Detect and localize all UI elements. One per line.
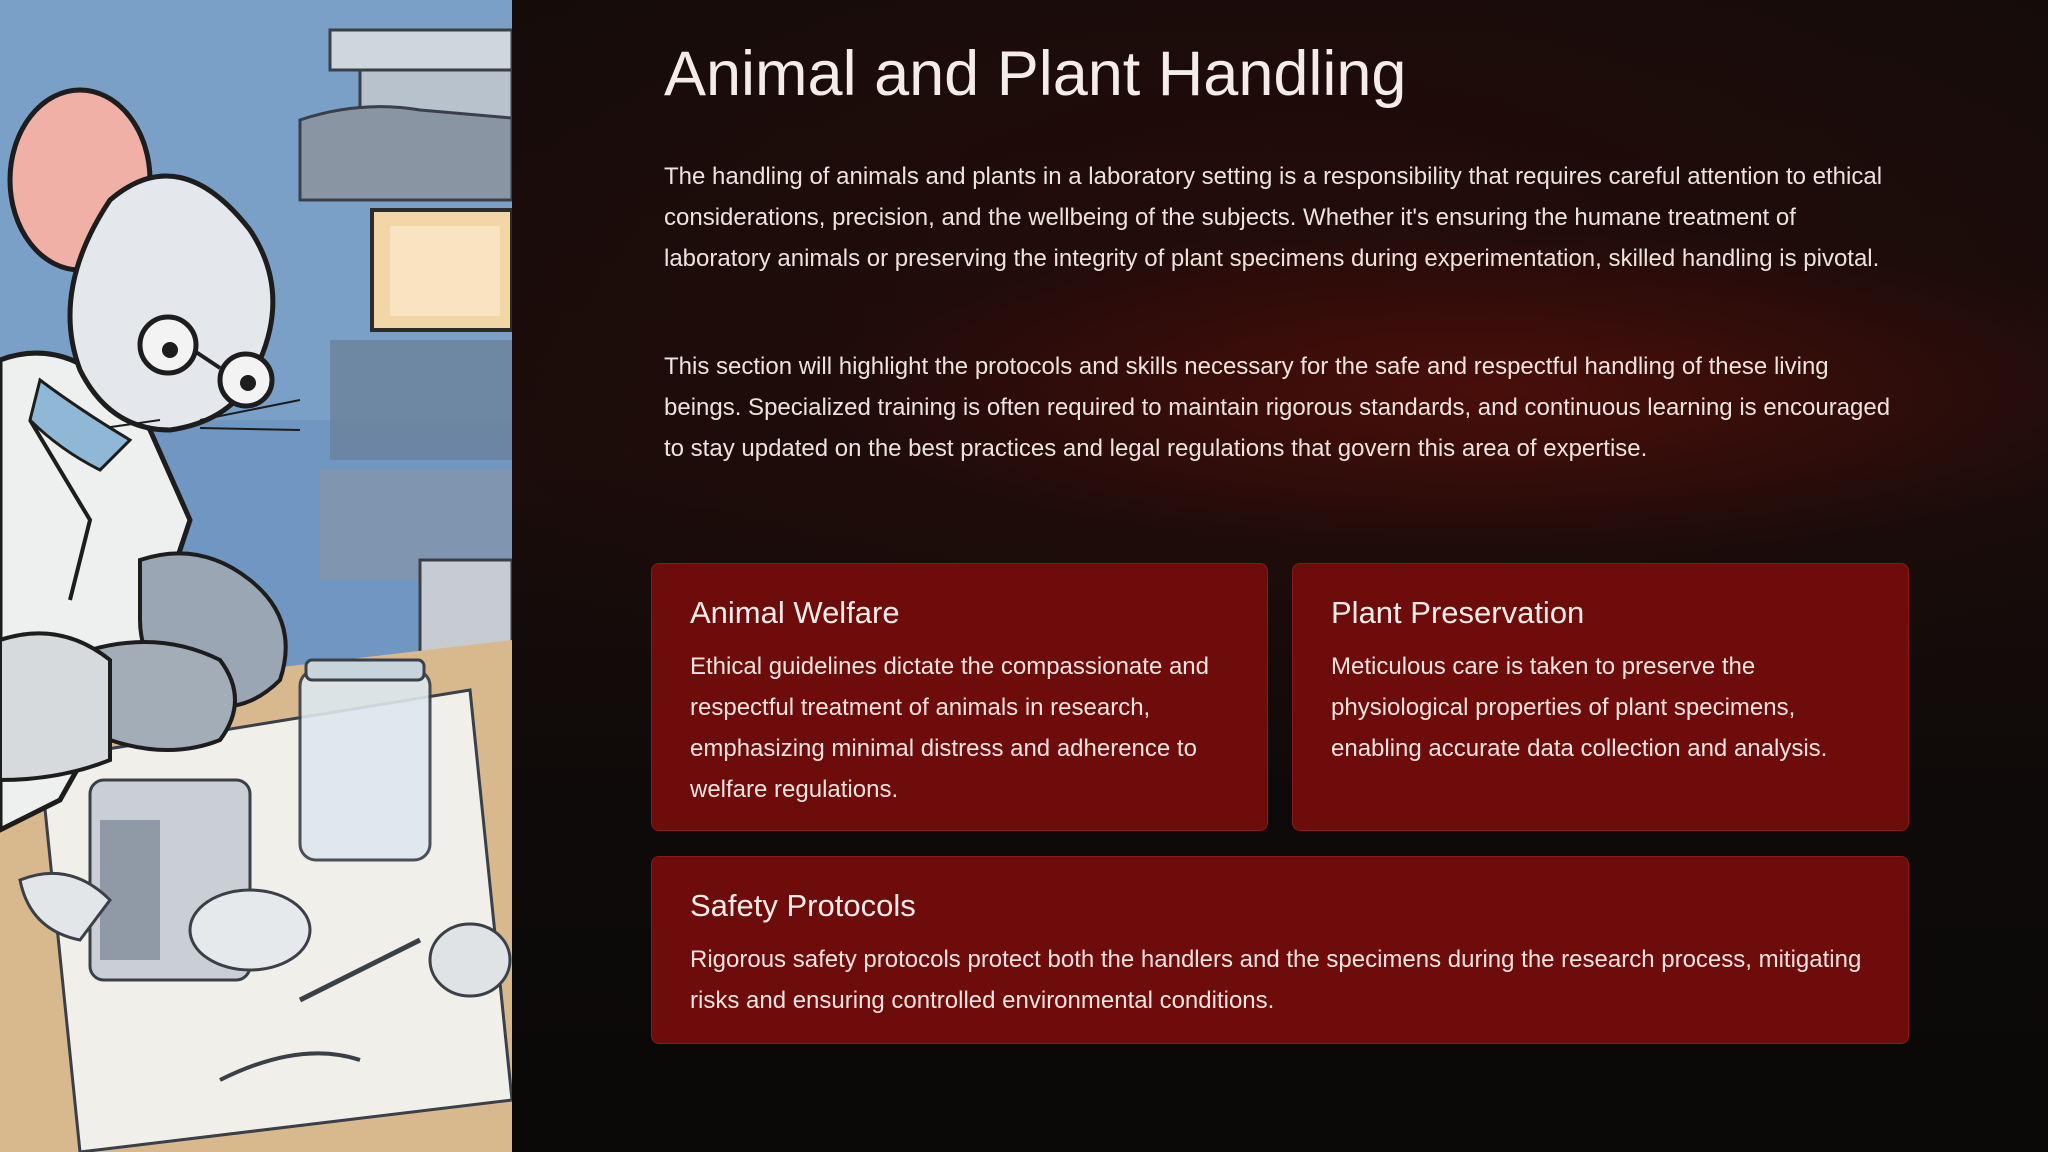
- card-title: Plant Preservation: [1331, 595, 1585, 630]
- card-text: Meticulous care is taken to preserve the physiological properties of plant specimens, enabling accurate data collection and analysis.: [1331, 653, 1828, 762]
- lab-mouse-scientist-illustration: [0, 0, 512, 1152]
- intro-paragraph: The handling of animals and plants in a laboratory setting is a responsibility that requires careful attention to ethical considerations, precision, and the wellbeing of the subjects. Whether it's ensuring the humane treatment of laboratory animals or preserving the integrity of plant specimens during experimentation, skilled handling is pivotal.: [664, 163, 1883, 272]
- section-paragraph: This section will highlight the protocols and skills necessary for the safe and respectful handling of these living beings. Specialized training is often required to maintain rigorous standards, and continuous learning is encouraged to stay updated on the best practices and legal regulations that govern this area of expertise.: [664, 353, 1891, 462]
- card-title: Safety Protocols: [690, 888, 916, 923]
- card-title: Animal Welfare: [690, 595, 900, 630]
- illustration-image: [0, 0, 512, 1152]
- card-plant-preservation: [1292, 563, 1909, 831]
- card-safety-protocols: [651, 856, 1909, 1044]
- page-title: Animal and Plant Handling: [664, 39, 1407, 109]
- card-text: Ethical guidelines dictate the compassionate and respectful treatment of animals in research, emphasizing minimal distress and adherence to welfare regulations.: [690, 653, 1209, 803]
- card-text: Rigorous safety protocols protect both the handlers and the specimens during the research process, mitigating risks and ensuring controlled environmental conditions.: [690, 946, 1862, 1014]
- card-animal-welfare: [651, 563, 1268, 831]
